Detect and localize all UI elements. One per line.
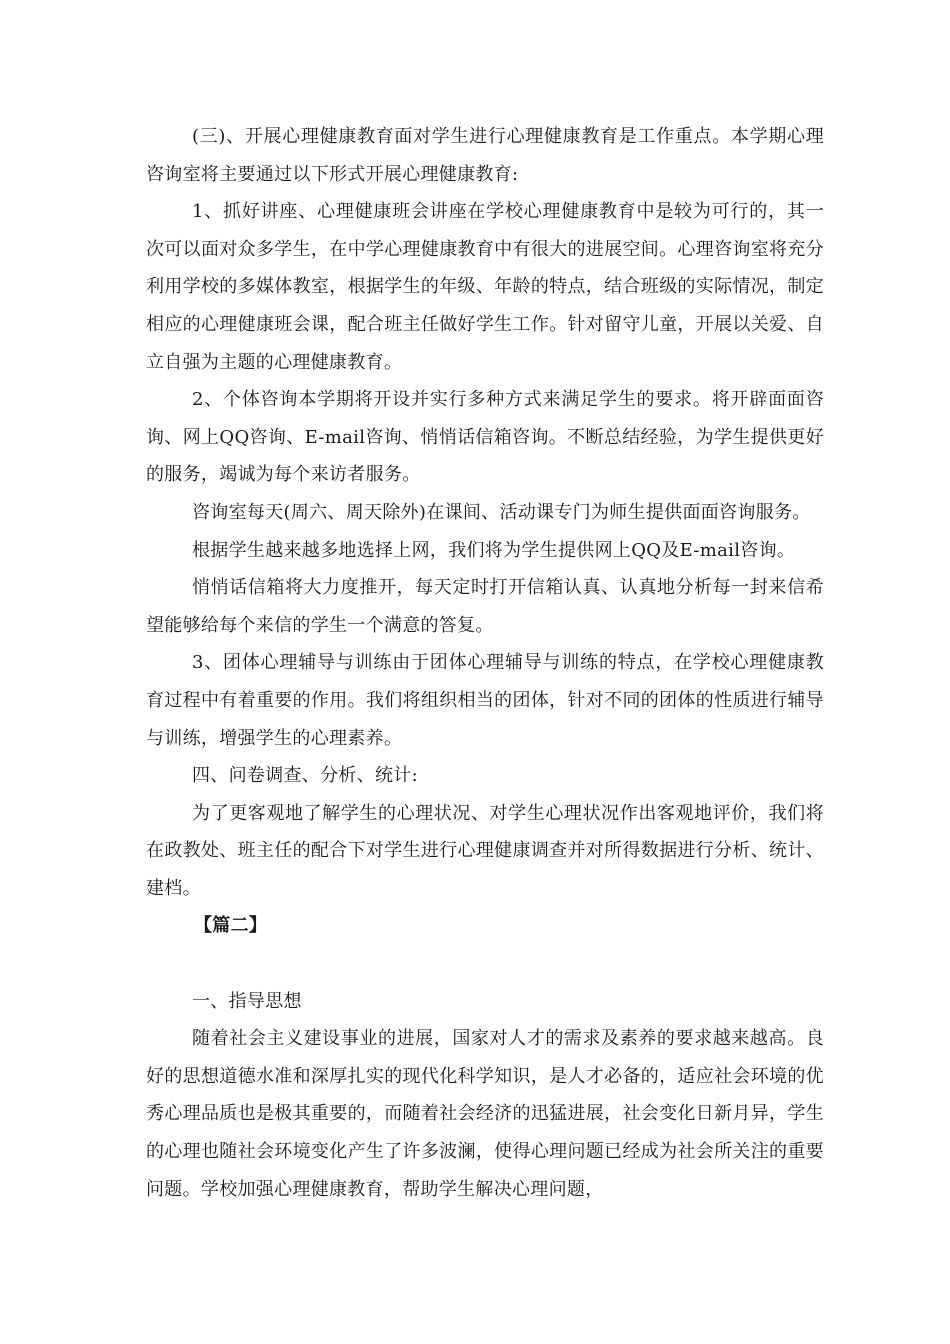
paragraph-individual-counseling: 2、个体咨询本学期将开设并实行多种方式来满足学生的要求。将开辟面面咨询、网上QQ咨询、E-mail咨询、悄悄话信箱咨询。不断总结经验，为学生提供更好的服务，竭诚为每个来访者服务。 — [146, 389, 824, 486]
paragraph-online-counseling: 根据学生越来越多地选择上网，我们将为学生提供网上QQ及E-mail咨询。 — [192, 539, 796, 561]
paragraph-survey: 为了更客观地了解学生的心理状况、对学生心理状况作出客观地评价，我们将在政教处、班主任的配合下对学生进行心理健康调查并对所得数据进行分析、统计、建档。 — [146, 802, 824, 899]
heading-guiding-ideology: 一、指导思想 — [192, 990, 302, 1012]
section-mark-part-two: 【篇二】 — [194, 915, 268, 937]
paragraph-guiding-ideology: 随着社会主义建设事业的进展，国家对人才的需求及素养的要求越来越高。良好的思想道德水准和深厚扎实的现代化科学知识，是人才必备的，适应社会环境的优秀心理品质也是极其重要的，而随着社会经济的迅猛进展，社会变化日新月异，学生的心理也随社会环境变化产生了许多波澜，使得心理问题已经成为社会所关注的重要问题。学校加强心理健康教育，帮助学生解决心理问题， — [146, 1028, 824, 1200]
paragraph-psych-education-intro: (三)、开展心理健康教育面对学生进行心理健康教育是工作重点。本学期心理咨询室将主要通过以下形式开展心理健康教育: — [146, 126, 824, 185]
paragraph-mailbox: 悄悄话信箱将大力度推开，每天定时打开信箱认真、认真地分析每一封来信希望能够给每个来信的学生一个满意的答复。 — [146, 577, 824, 636]
document-body — [146, 118, 824, 1208]
paragraph-lectures: 1、抓好讲座、心理健康班会讲座在学校心理健康教育中是较为可行的，其一次可以面对众多学生，在中学心理健康教育中有很大的进展空间。心理咨询室将充分利用学校的多媒体教室，根据学生的年级、年龄的特点，结合班级的实际情况，制定相应的心理健康班会课，配合班主任做好学生工作。针对留守儿童，开展以关爱、自立自强为主题的心理健康教育。 — [146, 201, 824, 373]
paragraph-group-counseling: 3、团体心理辅导与训练由于团体心理辅导与训练的特点，在学校心理健康教育过程中有着重要的作用。我们将组织相当的团体，针对不同的团体的性质进行辅导与训练，增强学生的心理素养。 — [146, 652, 824, 749]
blank-line — [146, 945, 824, 983]
heading-survey: 四、问卷调查、分析、统计: — [192, 765, 418, 787]
paragraph-daily-counseling: 咨询室每天(周六、周天除外)在课间、活动课专门为师生提供面面咨询服务。 — [192, 501, 811, 523]
